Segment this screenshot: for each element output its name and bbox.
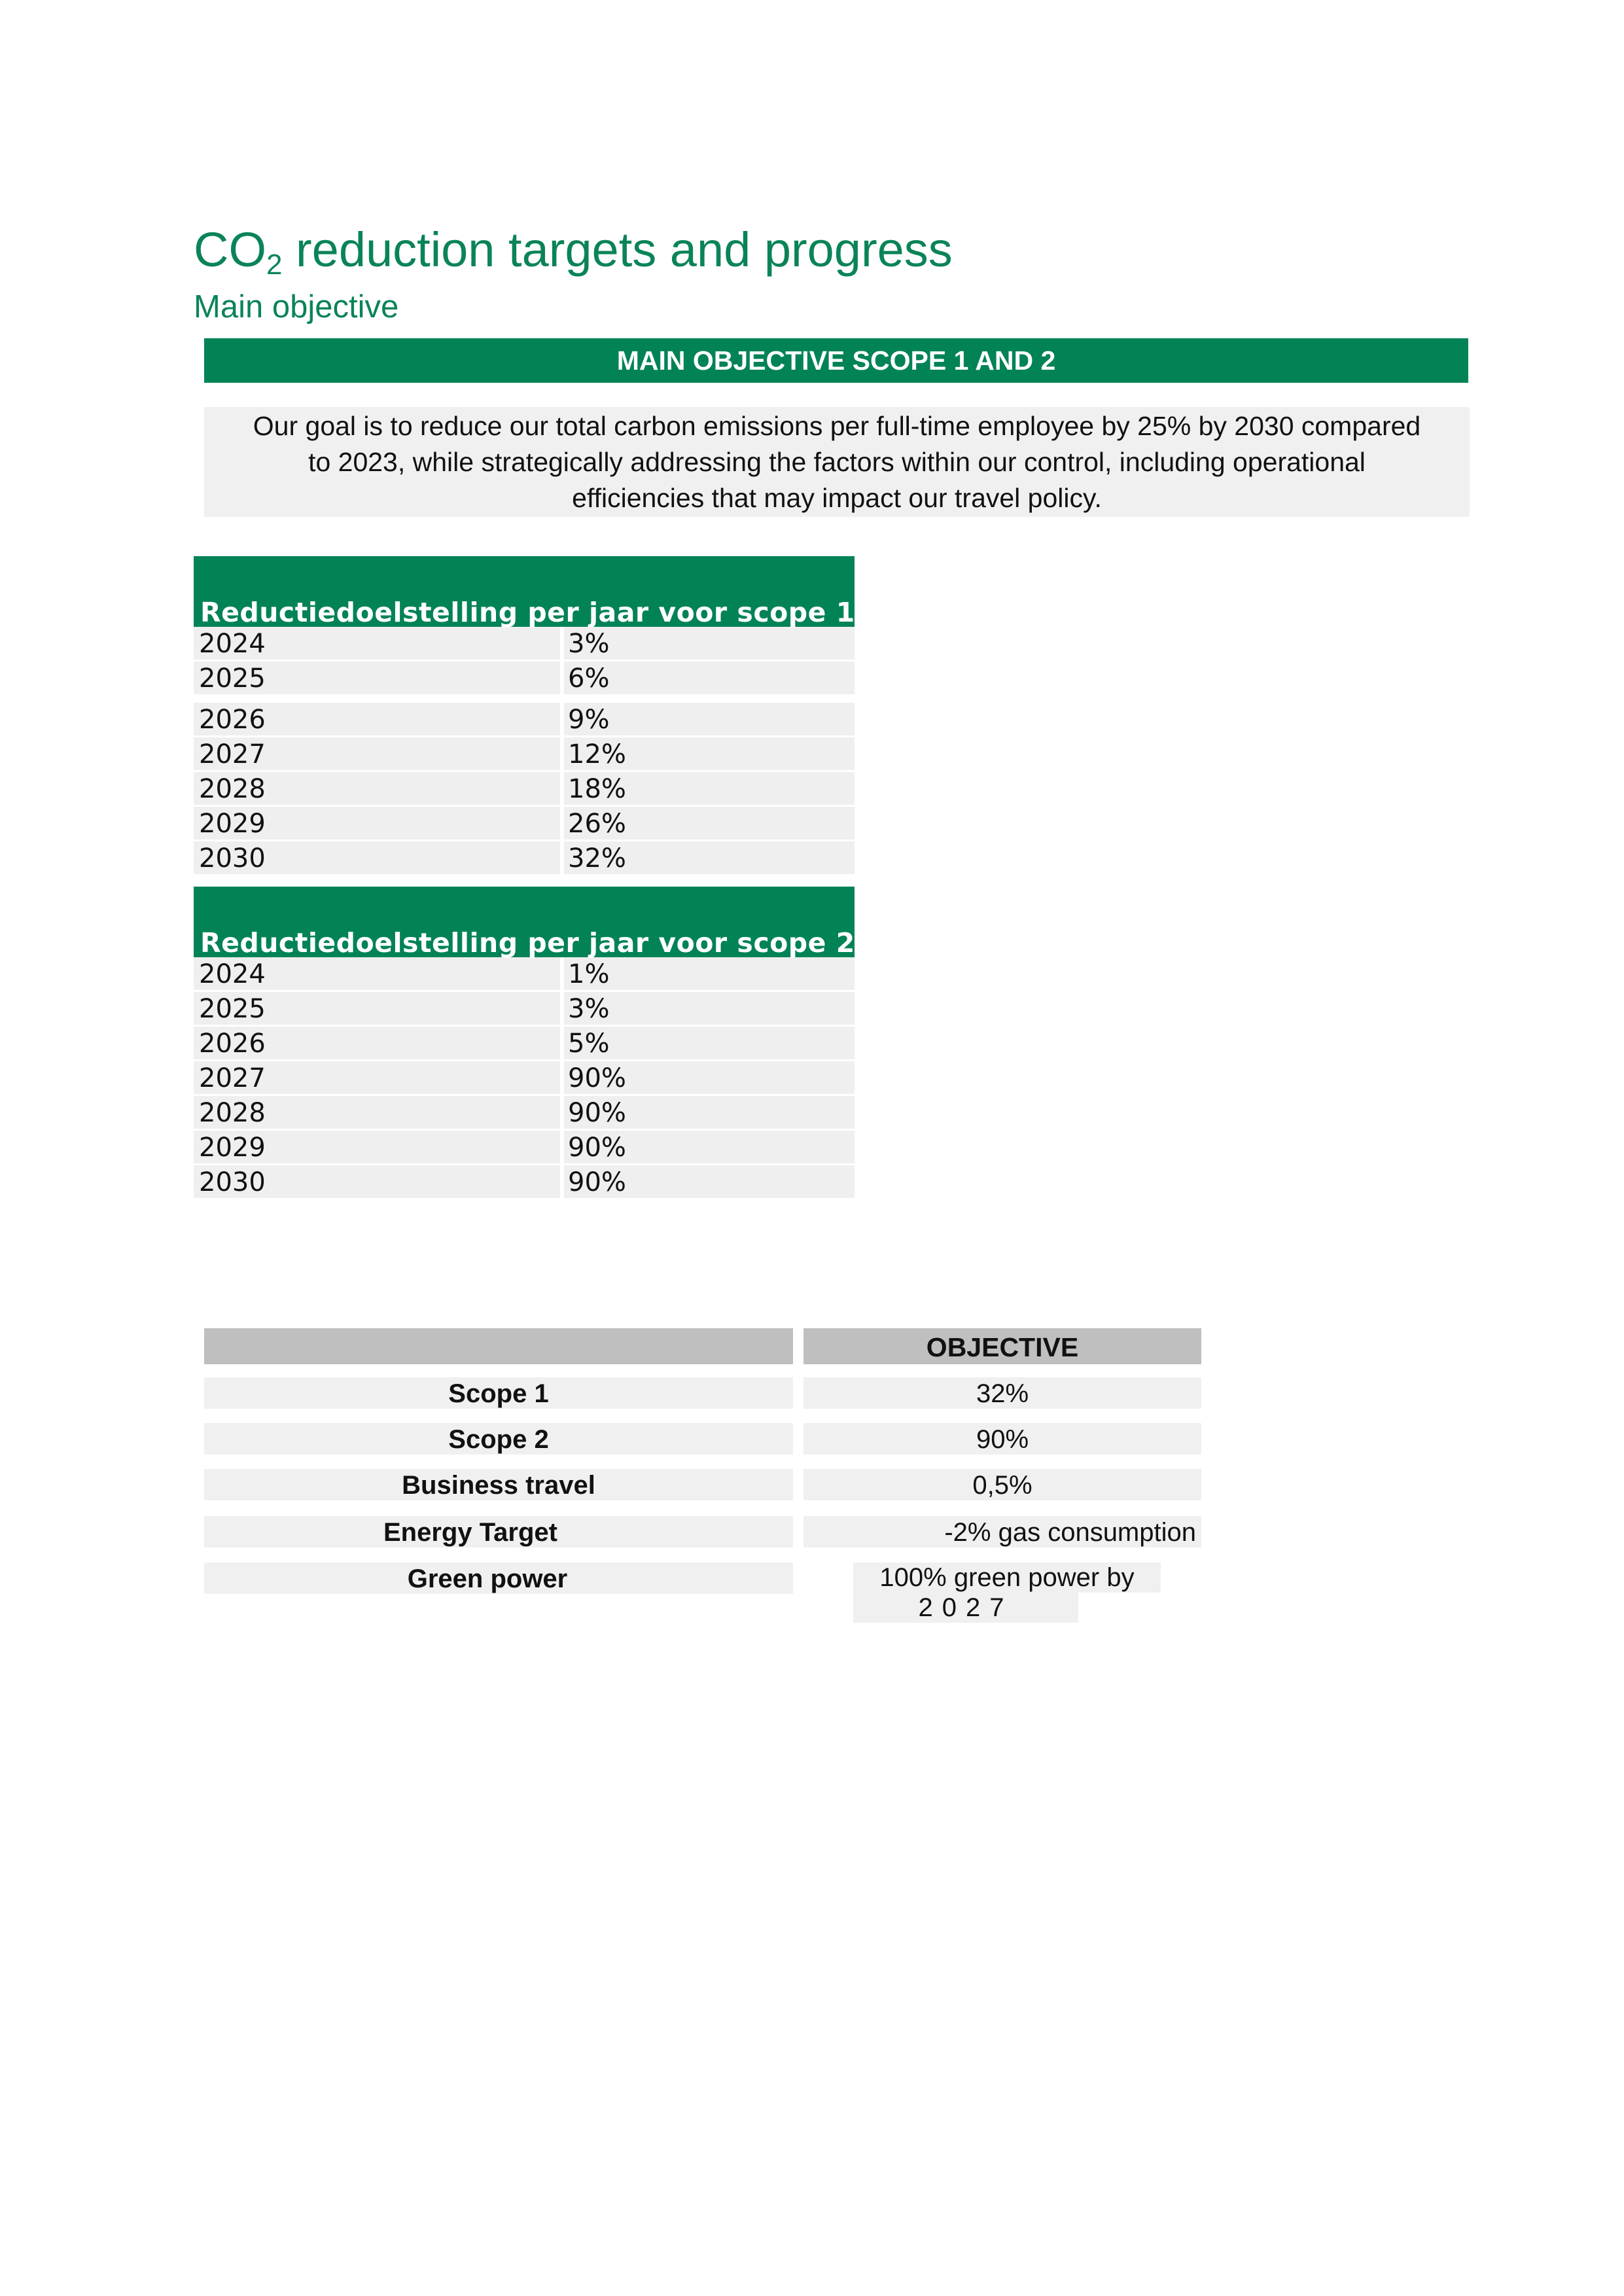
year-cell: 2029 <box>194 1131 560 1165</box>
table-row <box>194 772 855 807</box>
table-row <box>194 737 855 772</box>
value-cell: 6% <box>564 662 855 696</box>
table-row <box>194 662 855 696</box>
value-cell: 32% <box>564 841 855 876</box>
objective-label: Scope 1 <box>204 1377 793 1409</box>
value-cell: 90% <box>564 1061 855 1096</box>
table-row <box>204 1377 1201 1409</box>
objective-value: -2% gas consumption <box>803 1516 1201 1547</box>
table-row <box>194 992 855 1027</box>
value-cell: 26% <box>564 807 855 841</box>
year-cell: 2027 <box>194 737 560 772</box>
page-subtitle: Main objective <box>194 289 399 325</box>
objective-value: 32% <box>803 1377 1201 1409</box>
objective-value: 0,5% <box>803 1469 1201 1500</box>
objective-label: Business travel <box>204 1469 793 1500</box>
objective-label: Scope 2 <box>204 1423 793 1455</box>
main-objective-banner: MAIN OBJECTIVE SCOPE 1 AND 2 <box>204 338 1468 383</box>
main-objective-text-box <box>204 407 1470 517</box>
green-power-value-line2: 2027 <box>853 1593 1078 1623</box>
table-row <box>204 1516 1201 1547</box>
table-row <box>194 957 855 992</box>
table-row <box>194 703 855 737</box>
year-cell: 2026 <box>194 1027 560 1061</box>
value-cell: 90% <box>564 1165 855 1200</box>
table-row <box>194 1131 855 1165</box>
table-row <box>194 841 855 876</box>
value-cell: 3% <box>564 627 855 662</box>
table-row <box>194 807 855 841</box>
value-cell: 5% <box>564 1027 855 1061</box>
value-cell: 1% <box>564 957 855 992</box>
scope2-header-label: Reductiedoelstelling per jaar voor scope 2 <box>200 927 855 959</box>
value-cell: 18% <box>564 772 855 807</box>
scope2-table-header <box>194 887 855 957</box>
year-cell: 2025 <box>194 662 560 696</box>
scope2-table <box>194 887 855 1200</box>
table-row <box>194 1165 855 1200</box>
table-row <box>204 1423 1201 1455</box>
objective-label: Energy Target <box>204 1516 793 1547</box>
table-row <box>194 1027 855 1061</box>
green-power-value <box>853 1563 1161 1623</box>
year-cell: 2029 <box>194 807 560 841</box>
page-title: $CO_2$ reduction targets and progress <box>194 222 953 281</box>
scope1-table <box>194 556 855 876</box>
year-cell: 2024 <box>194 957 560 992</box>
year-cell: 2027 <box>194 1061 560 1096</box>
value-cell: 9% <box>564 703 855 737</box>
objective-table-header <box>204 1328 1201 1364</box>
year-cell: 2024 <box>194 627 560 662</box>
green-power-value-line1: 100% green power by <box>853 1563 1161 1593</box>
year-cell: 2030 <box>194 841 560 876</box>
scope1-header-label: Reductiedoelstelling per jaar voor scope 1 <box>200 597 855 628</box>
main-objective-text: Our goal is to reduce our total carbon emissions per full-time employee by 25% by 2030 compared to 2023, while strategically addressing the factors within our control, including operational efficiencies that may impact our travel policy. <box>253 410 1421 513</box>
year-cell: 2030 <box>194 1165 560 1200</box>
year-cell: 2026 <box>194 703 560 737</box>
table-row <box>194 1096 855 1131</box>
table-row <box>194 627 855 662</box>
table-row <box>204 1563 1135 1622</box>
table-row <box>194 1061 855 1096</box>
year-cell: 2028 <box>194 772 560 807</box>
objective-table <box>204 1328 1201 1622</box>
year-cell: 2025 <box>194 992 560 1027</box>
header-blank-cell <box>204 1328 793 1364</box>
objective-value: 90% <box>803 1423 1201 1455</box>
scope1-table-header <box>194 556 855 627</box>
value-cell: 12% <box>564 737 855 772</box>
value-cell: 90% <box>564 1096 855 1131</box>
value-cell: 3% <box>564 992 855 1027</box>
table-row <box>204 1469 1201 1500</box>
value-cell: 90% <box>564 1131 855 1165</box>
objective-header-cell: OBJECTIVE <box>803 1328 1201 1364</box>
year-cell: 2028 <box>194 1096 560 1131</box>
objective-label: Green power <box>204 1563 793 1594</box>
